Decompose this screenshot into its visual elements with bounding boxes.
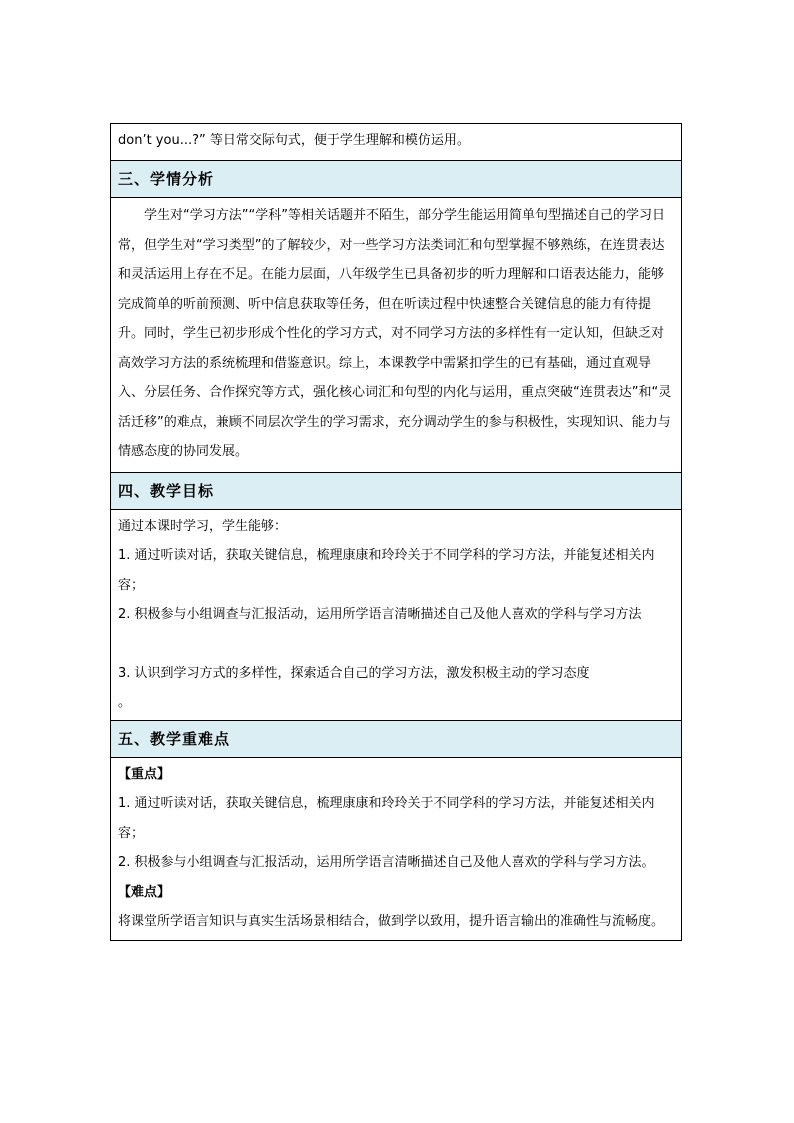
section3-body-row xyxy=(111,197,681,472)
objective-item-3-tail: 。 xyxy=(118,695,132,710)
section3-paragraph: 学生对“学习方法”“学科”等相关话题并不陌生，部分学生能运用简单句型描述自己的学习日常，但学生对“学习类型”的了解较少，对一些学习方法类词汇和句型掌握不够熟练，在连贯表达和灵活运用上存在不足。在能力层面，八年级学生已具备初步的听力理解和口语表达能力，能够完成简单的听前预测、听中信息获取等任务，但在听读过程中快速整合关键信息的能力有待提升。同时，学生已初步形成个性化的学习方式，对不同学习方法的多样性有一定认知，但缺乏对高效学习方法的系统梳理和借鉴意识。综上，本课教学中需紧扣学生的已有基础，通过直观导入、分层任务、合作探究等方式，强化核心词汇和句型的内化与运用，重点突破“连贯表达”和“灵活迁移”的难点，兼顾不同层次学生的学习需求，充分调动学生的参与积极性，实现知识、能力与情感态度的协同发展。 xyxy=(118,208,672,459)
section4-header-row xyxy=(111,472,681,509)
difficulty-text: 将课堂所学语言知识与真实生活场景相结合，做到学以致用，提升语言输出的准确性与流畅度。 xyxy=(118,914,665,929)
key-points-label: 【重点】 xyxy=(118,766,171,782)
section4-body-row xyxy=(111,509,681,720)
key-point-1: 1. 通过听读对话，获取关键信息，梳理康康和玲玲关于不同学科的学习方法，并能复述相关内容； xyxy=(118,796,655,841)
objective-item-1: 1. 通过听读对话，获取关键信息，梳理康康和玲玲关于不同学科的学习方法，并能复述相关内容； xyxy=(118,548,655,593)
key-point-2: 2. 积极参与小组调查与汇报活动，运用所学语言清晰描述自己及他人喜欢的学科与学习方法。 xyxy=(118,855,655,870)
section4-body xyxy=(111,510,681,720)
blank-line xyxy=(118,630,674,659)
lesson-plan-table xyxy=(110,123,682,941)
difficulty-label: 【难点】 xyxy=(118,884,171,900)
intro-row xyxy=(111,124,681,160)
section5-body xyxy=(111,758,681,940)
intro-line: don’t you...?” 等日常交际句式，便于学生理解和模仿运用。 xyxy=(118,133,470,148)
objective-item-3: 3. 认识到学习方式的多样性，探索适合自己的学习方法，激发积极主动的学习态度 xyxy=(118,665,590,681)
section5-body-row xyxy=(111,757,681,940)
section3-title: 三、学情分析 xyxy=(111,161,681,197)
section3-header-row xyxy=(111,160,681,197)
section4-title: 四、教学目标 xyxy=(111,473,681,509)
objective-item-2: 2. 积极参与小组调查与汇报活动，运用所学语言清晰描述自己及他人喜欢的学科与学习方法 xyxy=(118,607,642,622)
objectives-lead: 通过本课时学习，学生能够： xyxy=(118,518,288,534)
section5-title: 五、教学重难点 xyxy=(111,721,681,757)
section5-header-row xyxy=(111,720,681,757)
